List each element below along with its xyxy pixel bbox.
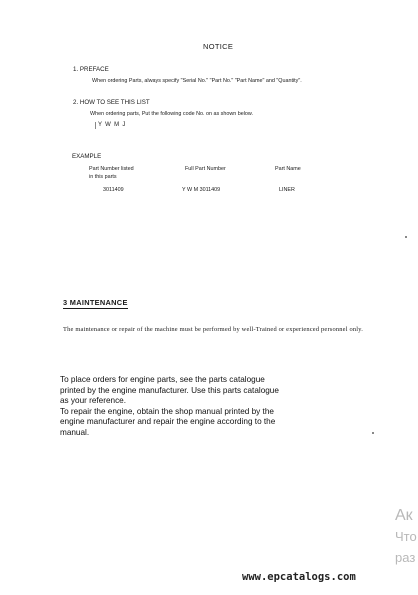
engine-line: To place orders for engine parts, see the parts catalogue [60,375,265,384]
preface-text: When ordering Parts, always specify "Serial No." "Part No." "Part Name" and "Quantity". [92,78,302,84]
engine-line: printed by the engine manufacturer. Use this parts catalogue [60,385,279,395]
scan-mark [405,236,407,238]
how-to-heading: 2. HOW TO SEE THIS LIST [73,99,150,106]
maintenance-text: The maintenance or repair of the machine must be performed by well-Trained or experienced personnel only. [63,326,364,333]
notice-title: NOTICE [203,42,234,51]
example-heading: EXAMPLE [72,153,102,160]
preface-heading: 1. PREFACE [73,66,109,73]
engine-line: engine manufacturer and repair the engine according to the [60,417,276,427]
engine-line: as your reference. [60,396,126,406]
col1-header-line2: in this parts [89,173,117,180]
engine-line: manual. [60,427,90,437]
website-link[interactable]: www.epcatalogs.com [242,571,356,583]
watermark-line: Ак [395,507,413,524]
scan-mark [372,432,374,434]
code-example: Y W M J [98,122,127,128]
code-bracket [95,122,96,129]
example-col2-value: Y W M 3011409 [182,187,221,193]
engine-parts-text [60,375,350,439]
col1-header-line1: Part Number listed [89,166,134,172]
engine-line: To repair the engine, obtain the shop manual printed by the [60,406,274,416]
example-col3-value: LINER [279,187,295,193]
maintenance-heading: 3 MAINTENANCE [63,298,128,307]
watermark-line: раз [395,550,416,565]
example-col1-value: 3011409 [103,187,124,193]
watermark-line: Что [395,529,417,544]
example-col3-header: Part Name [275,166,301,172]
example-col2-header: Full Part Number [185,166,226,172]
example-col1-header [89,166,134,181]
how-to-text: When ordering parts, Put the following code No. on as shown below. [90,111,254,117]
